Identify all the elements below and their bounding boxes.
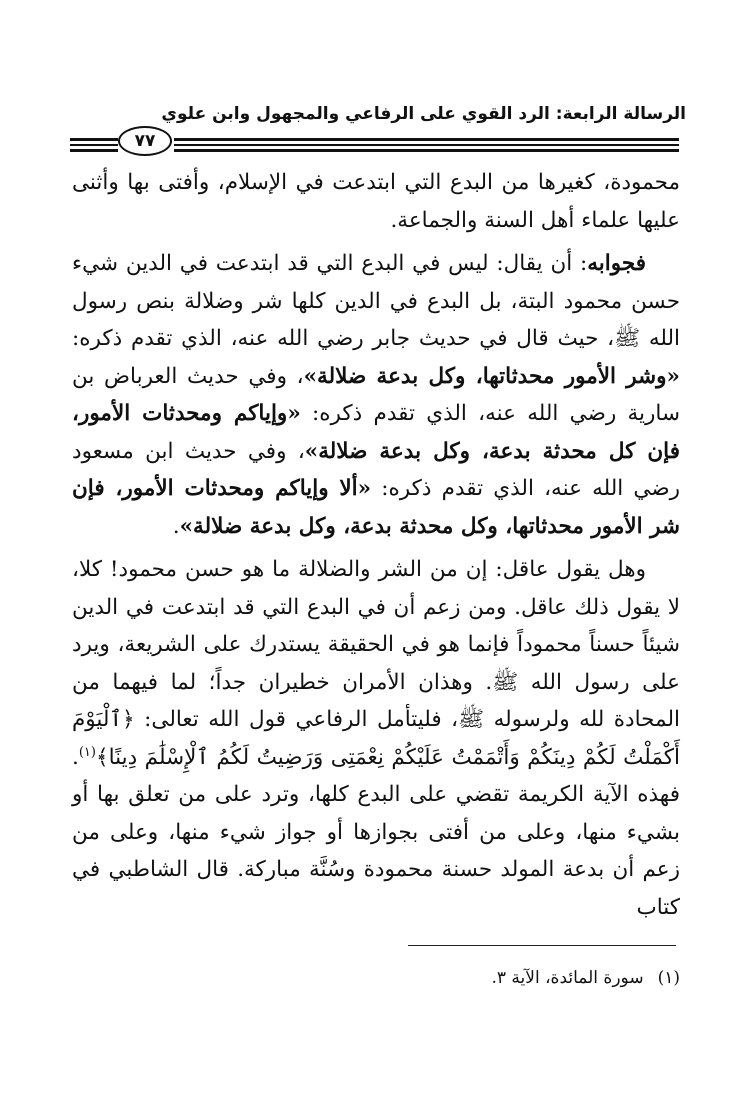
hadith-quote-irbad: «وإياكم ومحدثات الأمور، فإن كل محدثة بدعة، وكل بدعة ضلالة» — [72, 401, 680, 464]
paragraph-2-text-4: . — [172, 513, 180, 539]
paragraph-2-text-2: ، وفي حديث العرباض بن سارية رضي الله عنه، الذي تقدم ذكره: — [72, 363, 680, 426]
footnote-text: سورة المائدة، الآية ٣. — [491, 968, 644, 988]
page-number-badge: ٧٧ — [118, 126, 172, 156]
paragraph-3-text-1: وهل يقول عاقل: إن من الشر والضلالة ما هو حسن محمود! كلا، لا يقول ذلك عاقل. ومن زعم أن في البدع التي قد ابتدعت في الدين شيئاً حسناً محموداً فإنما هو في الحقيقة يستدرك على الشريعة، ويرد على رسول الله ﷺ. وهذان الأمران خطيران جداً؛ لما فيهما من المحادة لله ولرسوله ﷺ، فليتأمل الرفاعي قول الله تعالى: — [72, 557, 680, 732]
hadith-quote-ibn-masud: «ألا وإياكم ومحدثات الأمور، فإن شر الأمور محدثاتها، وكل محدثة بدعة، وكل بدعة ضلالة» — [72, 476, 680, 539]
answer-lead: فجوابه — [587, 251, 646, 276]
paragraph-2-text-1: : أن يقال: ليس في البدع التي قد ابتدعت في الدين شيء حسن محمود البتة، بل البدع في الدين كلها شر وضلالة بنص رسول الله ﷺ، حيث قال في حديث جابر رضي الله عنه، الذي تقدم ذكره: — [72, 251, 680, 351]
paragraph-1-text: محمودة، كغيرها من البدع التي ابتدعت في الإسلام، وأفتى بها وأثنى عليها علماء أهل السنة والجماعة. — [72, 170, 680, 233]
paragraph-3-text-2: . فهذه الآية الكريمة تقضي على البدع كلها، وترد على من تعلق بها أو بشيء منها، وعلى من أفتى بجوازها أو جواز شيء منها، وعلى من زعم أن بدعة المولد حسنة محمودة وسُنَّة مباركة. قال الشاطبي في كتاب — [72, 744, 680, 920]
body-text — [72, 164, 680, 926]
footnote-ref-marker: (١) — [78, 744, 96, 760]
hadith-quote-jabir: «وشر الأمور محدثاتها، وكل بدعة ضلالة» — [303, 363, 680, 389]
paragraph-3 — [72, 551, 680, 926]
paragraph-1 — [72, 164, 680, 239]
footnote — [300, 968, 680, 988]
quran-verse: ﴿ٱلْيَوْمَ أَكْمَلْتُ لَكُمْ دِينَكُمْ وَأَتْمَمْتُ عَلَيْكُمْ نِعْمَتِى وَرَضِيتُ لَكُمُ ٱلْإِسْلَٰمَ دِينًا﴾ — [72, 707, 680, 770]
running-header: الرسالة الرابعة: الرد القوي على الرفاعي والمجهول وابن علوي — [161, 104, 686, 124]
paragraph-2 — [72, 245, 680, 545]
paragraph-2-text-3: ، وفي حديث ابن مسعود رضي الله عنه، الذي تقدم ذكره: — [72, 438, 680, 501]
footnote-separator — [408, 945, 676, 946]
footnote-number: (١) — [657, 968, 680, 988]
